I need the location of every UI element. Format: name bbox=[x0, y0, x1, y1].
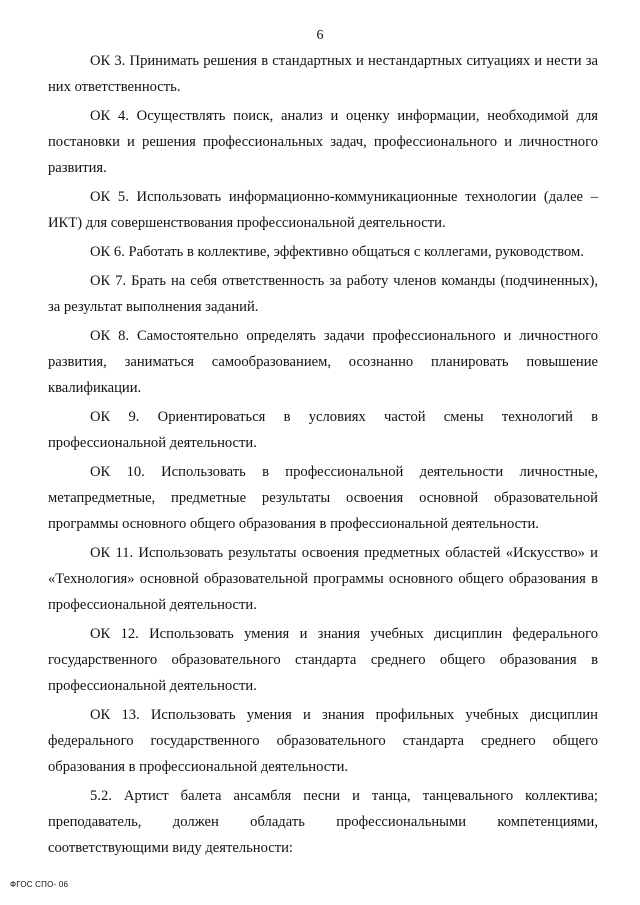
paragraph-ok-11: ОК 11. Использовать результаты освоения предметных областей «Искусство» и «Технология» основной образовательной программы основного общего образования в профессиональной деятельности. bbox=[48, 545, 598, 613]
paragraph-ok-12: ОК 12. Использовать умения и знания учебных дисциплин федерального государственного образовательного стандарта среднего общего образования в профессиональной деятельности. bbox=[48, 626, 598, 694]
paragraph-ok-13: ОК 13. Использовать умения и знания профильных учебных дисциплин федерального государственного образовательного стандарта среднего общего образования в профессиональной деятельности. bbox=[48, 707, 598, 775]
page-number: 6 bbox=[316, 28, 324, 43]
paragraph-ok-10: ОК 10. Использовать в профессиональной деятельности личностные, метапредметные, предметные результаты освоения основной образовательной программы основного общего образования в профессиональной деятельности. bbox=[48, 464, 598, 532]
paragraph-ok-4: ОК 4. Осуществлять поиск, анализ и оценку информации, необходимой для постановки и решения профессиональных задач, профессионального и личностного развития. bbox=[48, 108, 598, 176]
document-footer: ФГОС СПО- 06 bbox=[10, 880, 69, 889]
paragraph-ok-7: ОК 7. Брать на себя ответственность за работу членов команды (подчиненных), за результат выполнения заданий. bbox=[48, 273, 598, 315]
paragraph-ok-6: ОК 6. Работать в коллективе, эффективно общаться с коллегами, руководством. bbox=[90, 244, 584, 260]
paragraph-ok-9: ОК 9. Ориентироваться в условиях частой смены технологий в профессиональной деятельности. bbox=[48, 409, 598, 451]
paragraph-ok-8: ОК 8. Самостоятельно определять задачи профессионального и личностного развития, заниматься самообразованием, осознанно планировать повышение квалификации. bbox=[48, 328, 598, 396]
paragraph-ok-5: ОК 5. Использовать информационно-коммуникационные технологии (далее – ИКТ) для совершенствования профессиональной деятельности. bbox=[48, 189, 598, 231]
document-body bbox=[48, 48, 598, 864]
paragraph-ok-3: ОК 3. Принимать решения в стандартных и нестандартных ситуациях и нести за них ответственность. bbox=[48, 53, 598, 95]
paragraph-section-5-2: 5.2. Артист балета ансамбля песни и танца, танцевального коллектива; преподаватель, должен обладать профессиональными компетенциями, соответствующими виду деятельности: bbox=[48, 788, 598, 856]
